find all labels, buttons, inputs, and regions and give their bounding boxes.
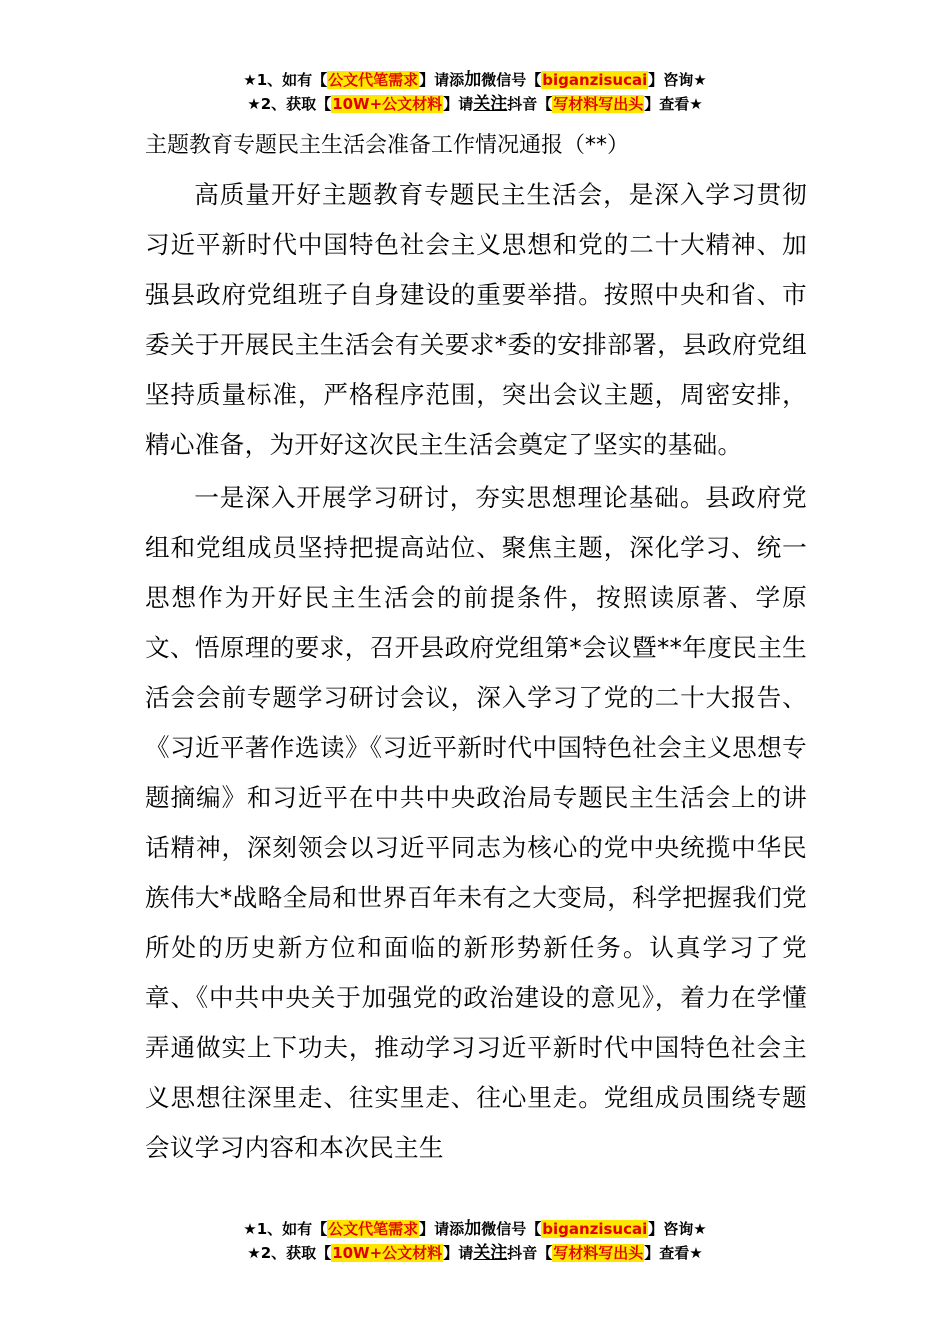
banner-douyin-id: 写材料写出头 [553,1244,644,1262]
header-banner [0,68,950,116]
banner-highlight: 10W+公文材料 [332,1244,443,1262]
footer-banner [0,1217,950,1265]
banner-text: 】请添 [419,1220,465,1238]
banner-douyin-id: 写材料写出头 [553,95,644,113]
banner-wechat-id: biganzisucai [542,71,648,89]
banner-text: 】查看★ [644,95,703,113]
banner-text: 】查看★ [644,1244,703,1262]
banner-line-2 [0,92,950,116]
banner-text: 】咨询★ [648,1220,707,1238]
banner-line-1 [0,1217,950,1241]
document-body [145,126,807,1173]
banner-text: ★2、获取【 [247,95,332,113]
paragraph-intro: 高质量开好主题教育专题民主生活会，是深入学习贯彻习近平新时代中国特色社会主义思想和党的二十大精神、加强县政府党组班子自身建设的重要举措。按照中央和省、市委关于开展民主生活会有关要求*委的安排部署，县政府党组坚持质量标准，严格程序范围，突出会议主题，周密安排，精心准备，为开好这次民主生活会奠定了坚实的基础。 [145,180,807,459]
banner-text: 抖音【 [507,1244,553,1262]
banner-text: ★2、获取【 [247,1244,332,1262]
banner-line-1 [0,68,950,92]
document-title: 主题教育专题民主生活会准备工作情况通报（**） [145,133,630,158]
banner-text: 抖音【 [507,95,553,113]
banner-wechat-id: biganzisucai [542,1220,648,1238]
banner-emphasis: 加 [464,1219,482,1239]
banner-text: 】请 [443,95,474,113]
banner-text: ★1、如有【 [243,71,328,89]
banner-text: 微信号【 [481,71,542,89]
banner-emphasis: 关注 [473,94,508,114]
banner-highlight: 公文代笔需求 [328,71,419,89]
paragraph-study: 一是深入开展学习研讨，夯实思想理论基础。县政府党组和党组成员坚持把提高站位、聚焦主题，深化学习、统一思想作为开好民主生活会的前提条件，按照读原著、学原文、悟原理的要求，召开县政府党组第*会议暨**年度民主生活会会前专题学习研讨会议，深入学习了党的二十大报告、《习近平著作选读》《习近平新时代中国特色社会主义思想专题摘编》和习近平在中共中央政治局专题民主生活会上的讲话精神，深刻领会以习近平同志为核心的党中央统揽中华民族伟大*战略全局和世界百年未有之大变局，科学把握我们党所处的历史新方位和面临的新形势新任务。认真学习了党章、《中共中央关于加强党的政治建设的意见》，着力在学懂弄通做实上下功夫，推动学习习近平新时代中国特色社会主义思想往深里走、往实里走、往心里走。党组成员围绕专题会议学习内容和本次民主生 [145,483,807,1162]
banner-line-2 [0,1241,950,1265]
banner-text: 】请 [443,1244,474,1262]
banner-highlight: 公文代笔需求 [328,1220,419,1238]
banner-emphasis: 加 [464,70,482,90]
banner-text: 】请添 [419,71,465,89]
banner-emphasis: 关注 [473,1243,508,1263]
banner-text: ★1、如有【 [243,1220,328,1238]
banner-highlight: 10W+公文材料 [332,95,443,113]
banner-text: 微信号【 [481,1220,542,1238]
banner-text: 】咨询★ [648,71,707,89]
